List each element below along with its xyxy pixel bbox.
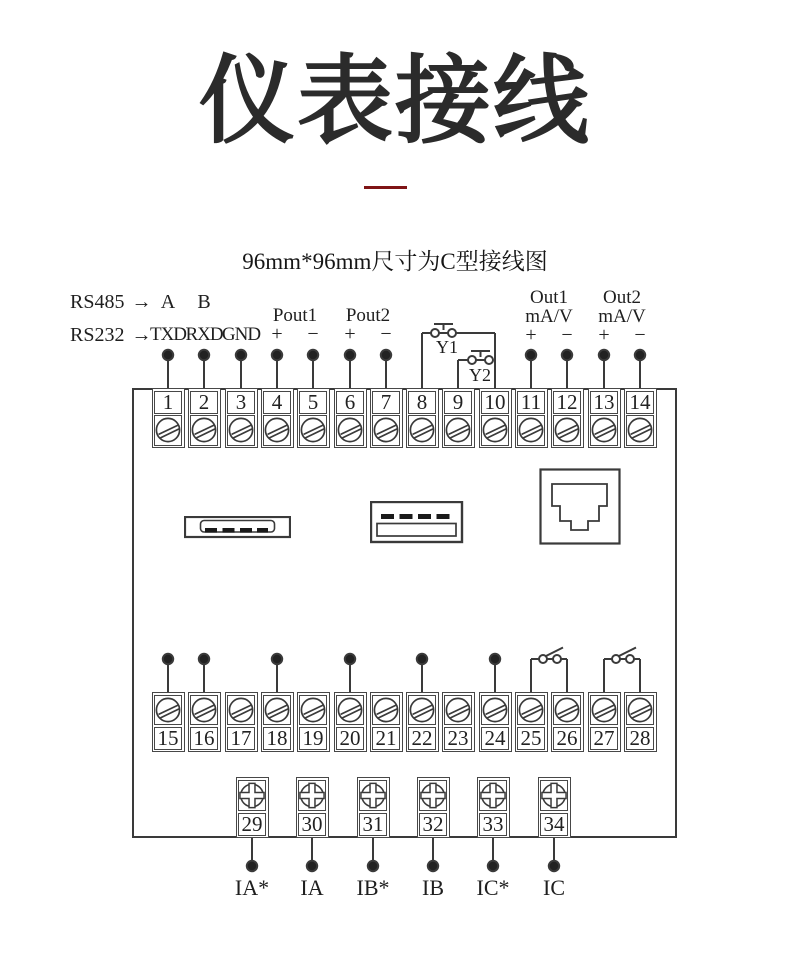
slot-screw-icon	[264, 697, 290, 723]
terminal-19	[297, 692, 330, 752]
terminal-screw	[372, 415, 400, 446]
terminal-number: 27	[590, 727, 618, 750]
terminal-22	[406, 692, 439, 752]
pin-txd-label: TXD	[149, 324, 187, 345]
slot-screw-icon	[337, 697, 363, 723]
terminal-30	[296, 777, 329, 838]
terminal-screw	[540, 780, 568, 812]
pout1-plus-label: +	[271, 323, 283, 345]
slot-screw-icon	[445, 417, 471, 443]
out1-plus-label: +	[525, 324, 537, 346]
terminal-4	[261, 388, 294, 448]
terminal-screw	[553, 695, 581, 726]
terminal-12	[551, 388, 584, 448]
ct-label: IA	[300, 875, 324, 900]
ethernet-icon	[539, 468, 621, 545]
terminal-13	[588, 388, 621, 448]
out1-minus-label: −	[561, 324, 573, 346]
terminal-number: 7	[372, 391, 400, 414]
terminal-screw	[590, 415, 618, 446]
page-title: 仪表接线	[199, 48, 591, 155]
terminal-screw	[227, 415, 255, 446]
sd-card-icon	[184, 516, 291, 539]
terminal-number: 32	[419, 813, 447, 836]
pout1-minus-label: −	[307, 323, 319, 345]
terminal-screw	[444, 695, 472, 726]
terminal-9	[442, 388, 475, 448]
right-arrow-icon: →	[131, 291, 152, 313]
terminal-number: 22	[408, 727, 436, 750]
pin-rxd-label: RXD	[185, 324, 223, 345]
terminal-screw	[626, 415, 654, 446]
terminal-33	[477, 777, 510, 838]
page-subtitle: 96mm*96mm尺寸为C型接线图	[242, 249, 548, 274]
out2-label: Out2	[603, 287, 641, 308]
terminal-5	[297, 388, 330, 448]
slot-screw-icon	[191, 417, 217, 443]
terminal-number: 20	[336, 727, 364, 750]
terminal-number: 15	[154, 727, 182, 750]
terminal-screw	[299, 415, 327, 446]
terminal-29	[236, 777, 269, 838]
rs485-label	[70, 291, 151, 313]
y2-label: Y2	[469, 365, 491, 385]
terminal-number: 28	[626, 727, 654, 750]
terminal-screw	[408, 695, 436, 726]
cross-screw-icon	[239, 782, 265, 809]
out1-label: Out1	[530, 287, 568, 308]
terminal-1	[152, 388, 185, 448]
slot-screw-icon	[482, 697, 508, 723]
terminal-number: 12	[553, 391, 581, 414]
terminal-number: 26	[553, 727, 581, 750]
terminal-screw	[299, 695, 327, 726]
cross-screw-icon	[541, 782, 567, 809]
slot-screw-icon	[591, 697, 617, 723]
terminal-20	[334, 692, 367, 752]
terminal-16	[188, 692, 221, 752]
terminal-number: 34	[540, 813, 568, 836]
ct-label: IB	[422, 875, 444, 900]
slot-screw-icon	[627, 697, 653, 723]
terminal-screw	[154, 695, 182, 726]
slot-screw-icon	[264, 417, 290, 443]
slot-screw-icon	[518, 697, 544, 723]
terminal-6	[334, 388, 367, 448]
slot-screw-icon	[155, 417, 181, 443]
terminal-15	[152, 692, 185, 752]
terminal-number: 11	[517, 391, 545, 414]
terminal-32	[417, 777, 450, 838]
terminal-number: 31	[359, 813, 387, 836]
terminal-number: 19	[299, 727, 327, 750]
rs232-label	[70, 324, 151, 346]
terminal-number: 21	[372, 727, 400, 750]
pin-gnd-label: GND	[221, 324, 261, 345]
slot-screw-icon	[518, 417, 544, 443]
terminal-screw	[359, 780, 387, 812]
cross-screw-icon	[299, 782, 325, 809]
terminal-screw	[298, 780, 326, 812]
terminal-number: 29	[238, 813, 266, 836]
pout1-label: Pout1	[272, 305, 318, 326]
terminal-screw	[372, 695, 400, 726]
terminal-24	[479, 692, 512, 752]
terminal-number: 30	[298, 813, 326, 836]
cross-screw-icon	[360, 782, 386, 809]
terminal-screw	[553, 415, 581, 446]
y1-label: Y1	[436, 337, 458, 357]
terminal-screw	[227, 695, 255, 726]
terminal-27	[588, 692, 621, 752]
slot-screw-icon	[300, 417, 326, 443]
ct-label: IA*	[234, 875, 270, 900]
slot-screw-icon	[409, 417, 435, 443]
terminal-26	[551, 692, 584, 752]
terminal-screw	[479, 780, 507, 812]
terminal-number: 4	[263, 391, 291, 414]
terminal-number: 23	[444, 727, 472, 750]
terminal-screw	[238, 780, 266, 812]
terminal-23	[442, 692, 475, 752]
terminal-screw	[336, 415, 364, 446]
terminal-3	[225, 388, 258, 448]
terminal-number: 14	[626, 391, 654, 414]
slot-screw-icon	[445, 697, 471, 723]
right-arrow-icon: →	[131, 324, 152, 346]
terminal-number: 24	[481, 727, 509, 750]
terminal-screw	[419, 780, 447, 812]
out2-mav-label: mA/V	[598, 306, 646, 327]
slot-screw-icon	[337, 417, 363, 443]
ct-label: IC*	[476, 875, 510, 900]
terminal-number: 13	[590, 391, 618, 414]
terminal-21	[370, 692, 403, 752]
terminal-14	[624, 388, 657, 448]
terminal-number: 1	[154, 391, 182, 414]
slot-screw-icon	[373, 417, 399, 443]
terminal-screw	[190, 415, 218, 446]
pin-a-label: A	[160, 291, 176, 313]
terminal-screw	[626, 695, 654, 726]
terminal-screw	[263, 415, 291, 446]
slot-screw-icon	[409, 697, 435, 723]
terminal-2	[188, 388, 221, 448]
pin-b-label: B	[197, 291, 211, 313]
terminal-screw	[190, 695, 218, 726]
rs485-text: RS485	[70, 291, 125, 313]
slot-screw-icon	[554, 417, 580, 443]
slot-screw-icon	[482, 417, 508, 443]
terminal-screw	[481, 415, 509, 446]
terminal-25	[515, 692, 548, 752]
terminal-screw	[408, 415, 436, 446]
slot-screw-icon	[554, 697, 580, 723]
ct-label: IC	[543, 875, 565, 900]
terminal-screw	[590, 695, 618, 726]
terminal-number: 8	[408, 391, 436, 414]
out1-mav-label: mA/V	[525, 306, 573, 327]
terminal-screw	[444, 415, 472, 446]
terminal-screw	[481, 695, 509, 726]
pout2-minus-label: −	[380, 323, 392, 345]
terminal-31	[357, 777, 390, 838]
terminal-28	[624, 692, 657, 752]
terminal-number: 10	[481, 391, 509, 414]
terminal-number: 33	[479, 813, 507, 836]
slot-screw-icon	[191, 697, 217, 723]
usb-icon	[370, 501, 464, 544]
cross-screw-icon	[480, 782, 506, 809]
pout2-label: Pout2	[345, 305, 391, 326]
slot-screw-icon	[300, 697, 326, 723]
out2-minus-label: −	[634, 324, 646, 346]
terminal-screw	[263, 695, 291, 726]
terminal-17	[225, 692, 258, 752]
terminal-7	[370, 388, 403, 448]
slot-screw-icon	[627, 417, 653, 443]
terminal-number: 5	[299, 391, 327, 414]
terminal-number: 25	[517, 727, 545, 750]
terminal-number: 3	[227, 391, 255, 414]
title-divider	[364, 186, 407, 189]
cross-screw-icon	[420, 782, 446, 809]
terminal-10	[479, 388, 512, 448]
terminal-number: 17	[227, 727, 255, 750]
terminal-number: 9	[444, 391, 472, 414]
slot-screw-icon	[155, 697, 181, 723]
terminal-screw	[517, 415, 545, 446]
terminal-number: 16	[190, 727, 218, 750]
terminal-34	[538, 777, 571, 838]
ct-label: IB*	[356, 875, 390, 900]
slot-screw-icon	[228, 417, 254, 443]
terminal-number: 2	[190, 391, 218, 414]
slot-screw-icon	[591, 417, 617, 443]
terminal-box	[132, 388, 677, 838]
terminal-screw	[517, 695, 545, 726]
rs232-text: RS232	[70, 324, 125, 346]
terminal-11	[515, 388, 548, 448]
out2-plus-label: +	[598, 324, 610, 346]
slot-screw-icon	[373, 697, 399, 723]
terminal-8	[406, 388, 439, 448]
pout2-plus-label: +	[344, 323, 356, 345]
terminal-18	[261, 692, 294, 752]
terminal-screw	[336, 695, 364, 726]
slot-screw-icon	[228, 697, 254, 723]
terminal-screw	[154, 415, 182, 446]
terminal-number: 6	[336, 391, 364, 414]
terminal-number: 18	[263, 727, 291, 750]
